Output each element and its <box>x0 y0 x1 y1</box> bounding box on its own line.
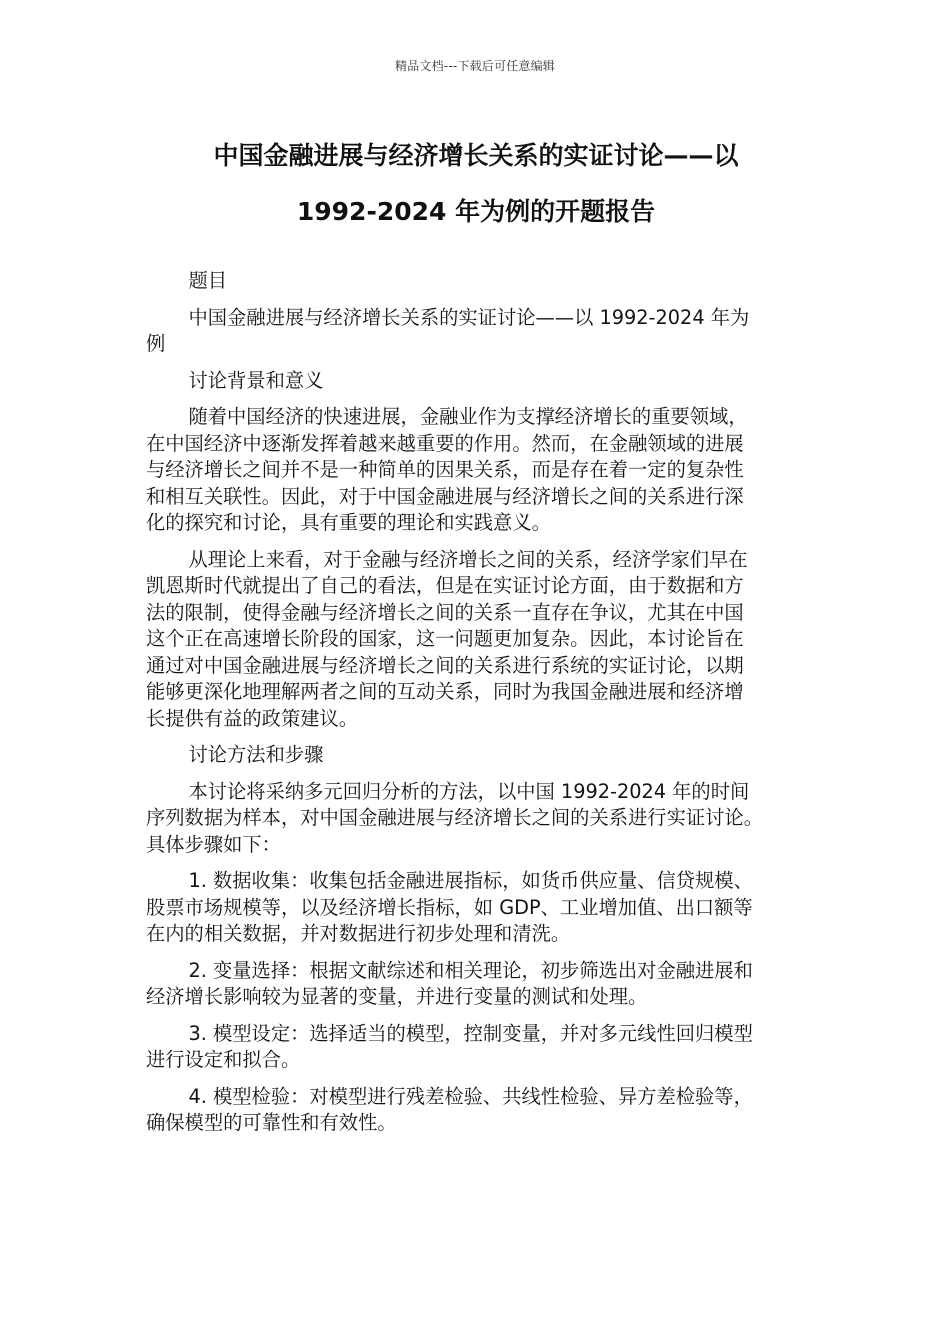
text-line: 确保模型的可靠性和有效性。 <box>146 1111 397 1134</box>
document-title <box>146 128 806 240</box>
title-line-2: 1992-2024 年为例的开题报告 <box>296 197 656 226</box>
text-line: 3. 模型设定：选择适当的模型，控制变量，并对多元线性回归模型 <box>188 1021 753 1045</box>
background-paragraph-2 <box>146 547 806 733</box>
text-line: 在内的相关数据，并对数据进行初步处理和清洗。 <box>146 922 571 945</box>
step-3-paragraph <box>146 1021 806 1074</box>
text-line: 能够更深化地理解两者之间的互动关系，同时为我国金融进展和经济增 <box>146 680 744 703</box>
text-line: 本讨论将采纳多元回归分析的方法，以中国 1992-2024 年的时间 <box>188 779 750 803</box>
text-line: 进行设定和拟合。 <box>146 1048 301 1071</box>
text-line: 与经济增长之间并不是一种简单的因果关系，而是存在着一定的复杂性 <box>146 458 744 481</box>
text-line: 序列数据为样本，对中国金融进展与经济增长之间的关系进行实证讨论。 <box>146 806 763 829</box>
document-body <box>146 268 806 1147</box>
text-line: 和相互关联性。因此，对于中国金融进展与经济增长之间的关系进行深 <box>146 484 744 508</box>
text-line: 例 <box>146 332 166 355</box>
topic-paragraph <box>146 305 806 358</box>
text-line: 股票市场规模等，以及经济增长指标，如 GDP、工业增加值、出口额等 <box>146 895 753 919</box>
text-line: 在中国经济中逐渐发挥着越来越重要的作用。然而，在金融领域的进展 <box>146 431 744 455</box>
text-line: 随着中国经济的快速进展，金融业作为支撑经济增长的重要领域， <box>188 405 748 428</box>
section-heading-topic: 题目 <box>188 269 228 292</box>
text-line: 化的探究和讨论，具有重要的理论和实践意义。 <box>146 511 551 534</box>
step-4-paragraph <box>146 1084 806 1137</box>
step-2-paragraph <box>146 958 806 1011</box>
text-line: 法的限制，使得金融与经济增长之间的关系一直存在争议，尤其在中国 <box>146 600 744 624</box>
title-line-1: 中国金融进展与经济增长关系的实证讨论——以 <box>213 141 739 170</box>
background-paragraph-1 <box>146 404 806 537</box>
text-line: 具体步骤如下： <box>146 832 281 856</box>
header-note: 精品文档---下载后可任意编辑 <box>395 59 555 73</box>
text-line: 长提供有益的政策建议。 <box>146 706 359 730</box>
text-line: 这个正在高速增长阶段的国家，这一问题更加复杂。因此，本讨论旨在 <box>146 627 744 650</box>
text-line: 4. 模型检验：对模型进行残差检验、共线性检验、异方差检验等， <box>188 1084 753 1108</box>
text-line: 2. 变量选择：根据文献综述和相关理论，初步筛选出对金融进展和 <box>188 958 753 982</box>
text-line: 凯恩斯时代就提出了自己的看法，但是在实证讨论方面，由于数据和方 <box>146 574 744 597</box>
text-line: 中国金融进展与经济增长关系的实证讨论——以 1992-2024 年为 <box>188 305 750 329</box>
text-line: 从理论上来看，对于金融与经济增长之间的关系，经济学家们早在 <box>188 547 748 571</box>
text-line: 1. 数据收集：收集包括金融进展指标，如货币供应量、信贷规模、 <box>188 869 753 892</box>
text-line: 经济增长影响较为显著的变量，并进行变量的测试和处理。 <box>146 985 648 1008</box>
section-heading-background: 讨论背景和意义 <box>188 368 324 392</box>
section-heading-method: 讨论方法和步骤 <box>188 743 324 766</box>
method-intro-paragraph <box>146 779 806 859</box>
text-line: 通过对中国金融进展与经济增长之间的关系进行系统的实证讨论，以期 <box>146 653 744 677</box>
step-1-paragraph <box>146 868 806 948</box>
